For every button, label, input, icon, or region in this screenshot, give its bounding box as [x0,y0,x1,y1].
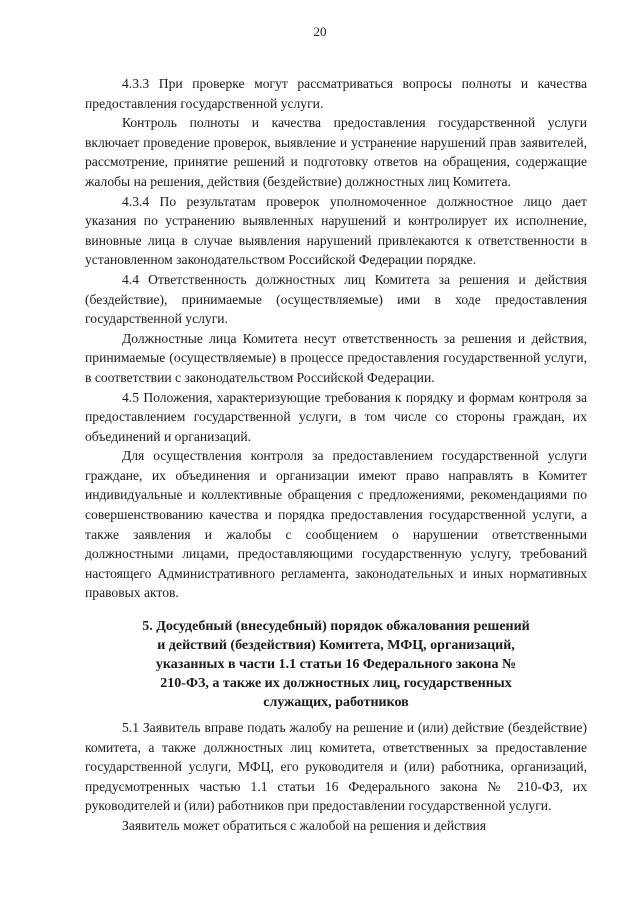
paragraph: Должностные лица Комитета несут ответственность за решения и действия, принимаемые (осуществляемые) в процессе предоставления государственной услуги, в соответствии с законодательством Российской Федерации. [85,330,587,385]
paragraph: Заявитель может обратиться с жалобой на решения и действия [122,817,487,833]
heading-line: служащих, работников [263,695,409,710]
heading-line: и действий (бездействия) Комитета, МФЦ, организаций, [157,638,515,653]
paragraph: Для осуществления контроля за предоставлением государственной услуги граждане, их объединения и организации имеют право направлять в Комитет индивидуальные и коллективные обращения с предложениями, рекомендациями по совершенствованию качества и порядка предоставления государственной услуги, а также заявления и жалобы с сообщением о нарушении ответственными должностными лицами, предоставляющими государственную услугу, требований настоящего Административного регламента, законодательных и иных нормативных правовых актов. [85,448,587,601]
body-text [85,74,587,603]
paragraph: 4.3.3 При проверке могут рассматриваться вопросы полноты и качества предоставления государственной услуги. [85,76,587,111]
heading-line: 5. Досудебный (внесудебный) порядок обжалования решений [142,619,530,634]
page-number: 20 [313,24,327,39]
section-body-text [85,718,587,836]
paragraph: 4.3.4 По результатам проверок уполномоченное должностное лицо дает указания по устранению выявленных нарушений и контролирует их исполнение, виновные лица в случае выявления нарушений привлекаются к ответственности в установленном законодательством Российской Федерации порядке. [85,193,587,268]
heading-line: 210-ФЗ, а также их должностных лиц, государственных [160,676,512,691]
paragraph: Контроль полноты и качества предоставления государственной услуги включает проведение проверок, выявление и устранение нарушений прав заявителей, рассмотрение, принятие решений и подготовку ответов на обращения, содержащие жалобы на решения, действия (бездействие) должностных лиц Комитета. [85,115,587,189]
paragraph: 4.4 Ответственность должностных лиц Комитета за решения и действия (бездействие), принимаемые (осуществляемые) ими в ходе предоставления государственной услуги. [85,271,587,327]
section-heading [85,617,587,712]
paragraph: 5.1 Заявитель вправе подать жалобу на решение и (или) действие (бездействие) комитета, а также должностных лиц комитета, ответственных за предоставление государственной услуги, МФЦ, его руководителя и (или) работника, организаций, предусмотренных частью 1.1 статьи 16 Федерального закона № 210-ФЗ, их руководителей и (или) работников при предоставлении государственной услуги. [85,720,587,814]
heading-line: указанных в части 1.1 статьи 16 Федерального закона № [155,657,517,672]
paragraph: 4.5 Положения, характеризующие требования к порядку и формам контроля за предоставлением государственной услуги, в том числе со стороны граждан, их объединений и организаций. [85,389,587,444]
